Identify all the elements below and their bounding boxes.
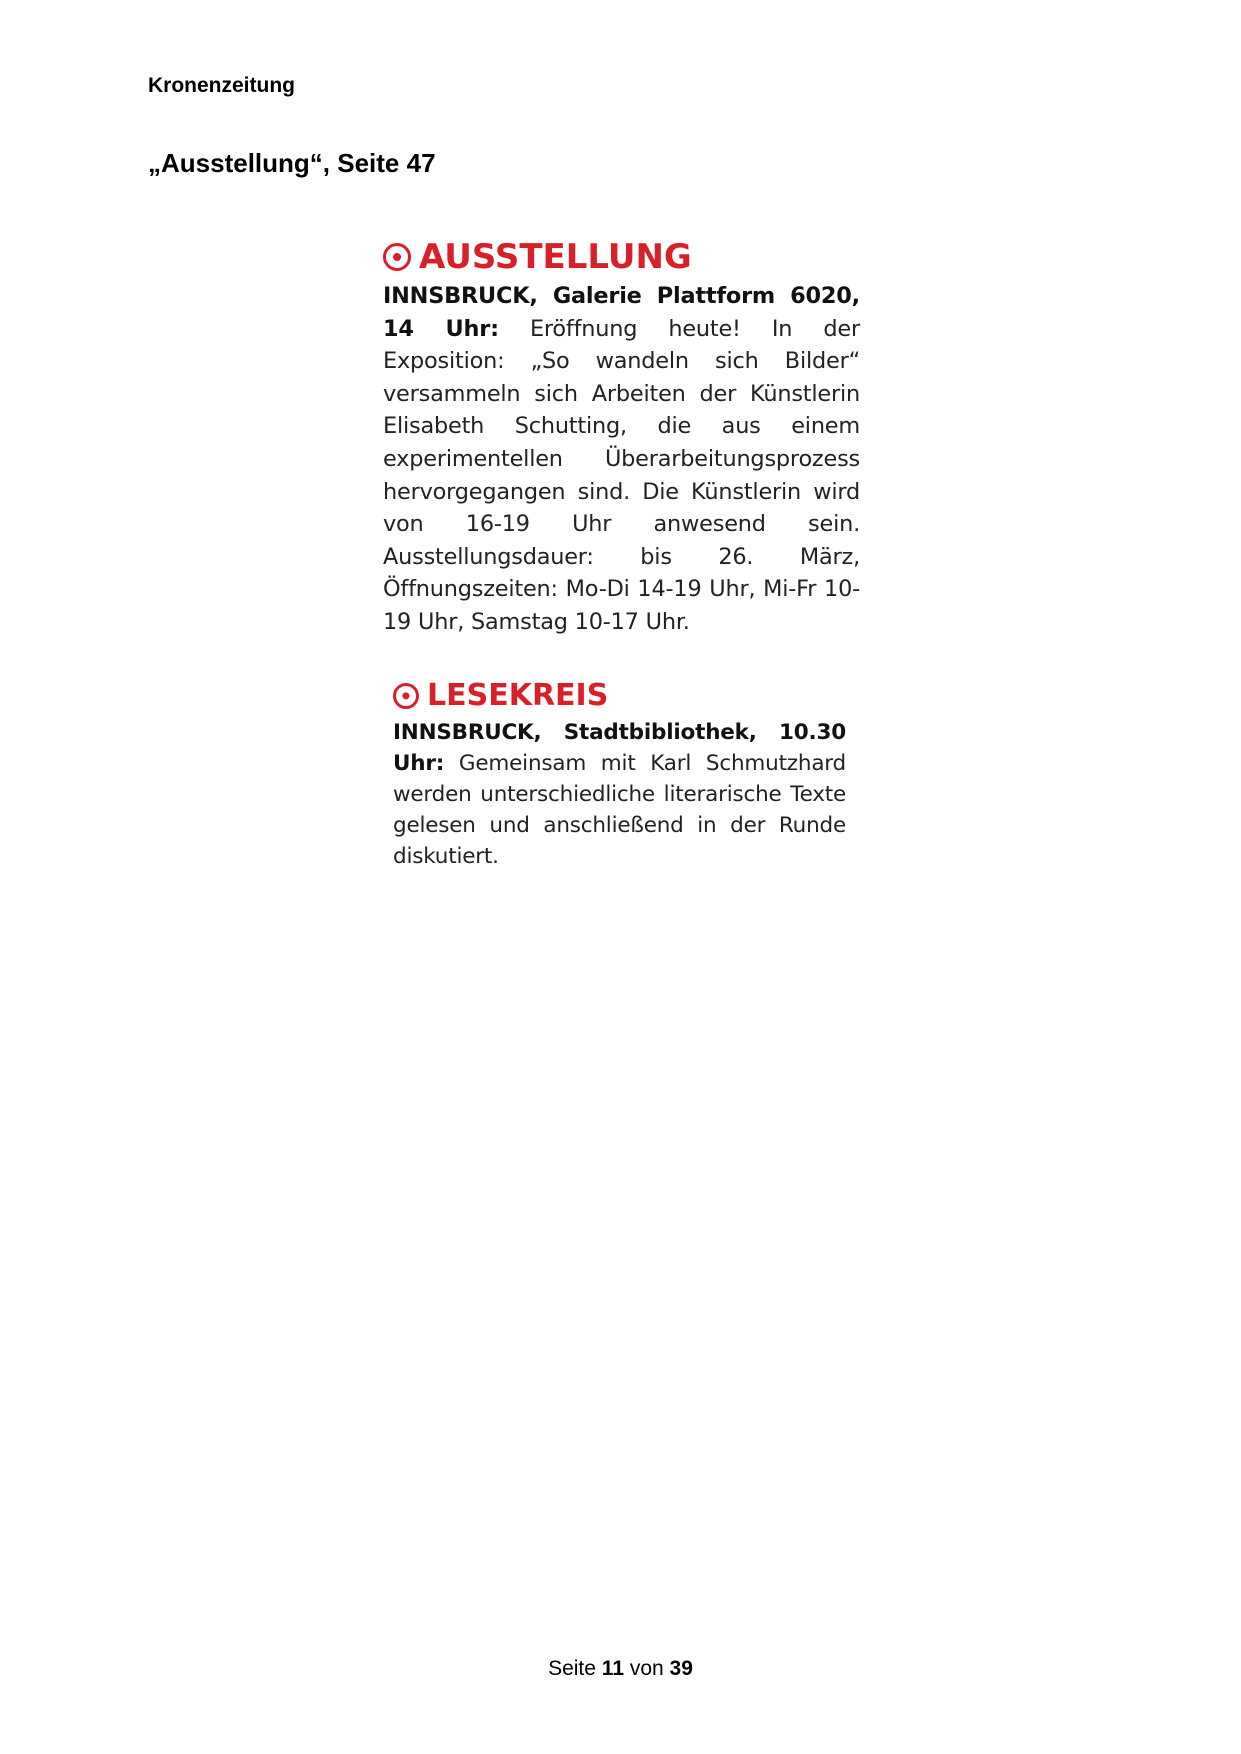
target-icon (383, 243, 411, 271)
footer-middle: von (629, 1657, 664, 1680)
document-title: „Ausstellung“, Seite 47 (148, 148, 436, 178)
article-lead: INNSBRUCK, Galerie Plattform 6020, 14 Uhr: (383, 283, 860, 342)
article-heading-label: LESEKREIS (427, 678, 609, 713)
article-heading (383, 236, 860, 278)
article-body (393, 717, 846, 872)
footer-page-number: 11 (601, 1657, 624, 1680)
article-text: Gemeinsam mit Karl Schmutzhard werden unterschiedliche literarische Texte gelesen und anschließend in der Runde diskutiert. (393, 751, 847, 869)
target-icon (393, 683, 419, 709)
page-footer (0, 1656, 1241, 1682)
article-lead: INNSBRUCK, Stadtbibliothek, 10.30 Uhr: (393, 720, 846, 776)
footer-prefix: Seite (548, 1657, 596, 1680)
article-text: Eröffnung heute! In der Exposition: „So wandeln sich Bilder“ versammeln sich Arbeiten der Künstlerin Elisabeth Schutting, die aus einem experimentellen Überarbeitungsprozess hervorgegangen sind. Die Künstlerin wird von 16-19 Uhr anwesend sein. Ausstellungsdauer: bis 26. März, Öffnungszeiten: Mo-Di 14-19 Uhr, Mi-Fr 10-19 Uhr, Samstag 10-17 Uhr. (383, 315, 860, 635)
article-clipping-lesekreis (393, 677, 846, 872)
document-source: Kronenzeitung (148, 74, 295, 97)
article-body (383, 280, 860, 639)
footer-page-total: 39 (669, 1657, 693, 1680)
article-heading-label: AUSSTELLUNG (419, 237, 692, 277)
article-clipping-ausstellung (383, 236, 860, 639)
article-heading (393, 677, 846, 715)
